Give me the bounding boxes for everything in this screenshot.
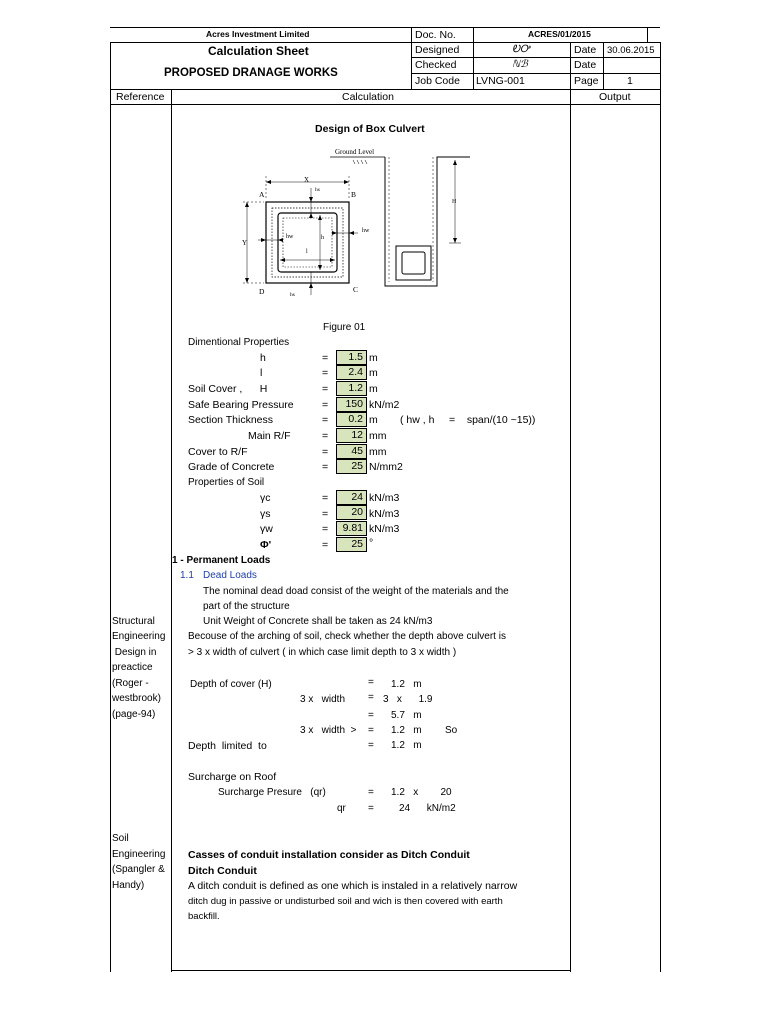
prop-h-value[interactable]: 1.5 — [336, 350, 367, 365]
column-output: Output — [599, 91, 631, 103]
reference-line: (page-94) — [112, 709, 156, 720]
qr-eq: = — [368, 803, 374, 814]
prop-thickness-label: Section Thickness — [188, 414, 274, 426]
qr-value: 24 kN/m2 — [399, 803, 456, 814]
soil-gamma-w-label: γw — [260, 523, 273, 535]
prop-soil-cover-label: Soil Cover , H — [188, 383, 268, 395]
surcharge-value: 1.2 x 20 — [391, 787, 452, 798]
soil-gamma-c-value[interactable]: 24 — [336, 490, 367, 505]
soil-phi-eq: = — [322, 539, 329, 551]
prop-cover-unit: mm — [369, 446, 387, 458]
job-code-label: Job Code — [415, 75, 460, 87]
dead-loads-title: Dead Loads — [203, 570, 257, 581]
box-culvert-diagram — [0, 140, 768, 460]
section-thickness-note: ( hw , h = span/(10 ~15)) — [400, 414, 536, 426]
soil-gamma-w-eq: = — [322, 523, 329, 535]
ditch-text-1: A ditch conduit is defined as one which is instaled in a relatively narrow — [188, 880, 518, 892]
soil-gamma-s-eq: = — [322, 508, 329, 520]
reference-line: westbrook) — [112, 693, 161, 704]
dim-H-label: H — [452, 199, 457, 205]
surcharge-eq: = — [368, 787, 374, 798]
soil-gamma-c-label: γc — [260, 492, 271, 504]
dimentional-properties-heading: Dimentional Properties — [188, 337, 290, 348]
prop-cover-value[interactable]: 45 — [336, 444, 367, 459]
prop-l-unit: m — [369, 367, 378, 379]
reference-line: Soil — [112, 833, 129, 844]
page-number: 1 — [627, 75, 633, 87]
compare-eq: = — [368, 725, 374, 736]
dim-y-label: Y — [242, 239, 248, 247]
reference-line: Handy) — [112, 880, 145, 891]
ditch-heading: Casses of conduit installation consider as Ditch Conduit — [188, 849, 470, 861]
doc-no-value: ACRES/01/2015 — [528, 29, 591, 39]
company-name: Acres Investment Limited — [206, 29, 310, 39]
prop-l-value[interactable]: 2.4 — [336, 365, 367, 380]
dim-h-inner-label: h — [321, 235, 324, 241]
designed-initials: ᎧᎤ — [512, 44, 530, 55]
prop-h-eq: = — [322, 352, 329, 364]
depth-limited-value: 1.2 m — [391, 740, 422, 751]
reference-line: (Spangler & — [112, 864, 165, 875]
dim-x-label: X — [304, 176, 310, 184]
depth-cover-eq: = — [368, 677, 374, 688]
surcharge-heading: Surcharge on Roof — [188, 771, 277, 783]
qr-label: qr — [337, 803, 346, 814]
prop-thickness-eq: = — [322, 414, 329, 426]
ditch-subheading: Ditch Conduit — [188, 865, 257, 877]
prop-soil-cover-eq: = — [322, 383, 329, 395]
project-title: PROPOSED DRANAGE WORKS — [164, 67, 338, 79]
prop-h-label: h — [260, 352, 266, 364]
soil-gamma-w-unit: kN/m3 — [369, 523, 400, 535]
dim-hw-left-label: hw — [286, 234, 294, 240]
width-label: 3 x width — [300, 694, 346, 705]
soil-phi-unit: ° — [369, 537, 374, 549]
prop-l-eq: = — [322, 367, 329, 379]
soil-gamma-s-value[interactable]: 20 — [336, 505, 367, 520]
dim-hs-top-label: hs — [315, 187, 320, 193]
checked-initials: ℕℬ — [512, 59, 528, 70]
date-label-2: Date — [574, 59, 597, 71]
permanent-loads-heading: 1 - Permanent Loads — [172, 555, 271, 566]
reference-line: Structural — [112, 616, 155, 627]
prop-main-rf-unit: mm — [369, 430, 387, 442]
depth-limited-label: Depth limited to — [188, 740, 267, 752]
prop-bearing-value[interactable]: 150 — [336, 397, 367, 412]
soil-gamma-w-value[interactable]: 9.81 — [336, 521, 367, 536]
soil-properties-heading: Properties of Soil — [188, 477, 265, 488]
dead-load-text-3: Unit Weight of Concrete shall be taken as 24 kN/m3 — [203, 616, 433, 627]
date-value-1: 30.06.2015 — [607, 45, 655, 56]
dim-hs-bottom-label: hs — [290, 292, 295, 298]
checked-label: Checked — [415, 59, 457, 71]
prop-l-label: l — [260, 367, 263, 379]
dead-load-text-2: part of the structure — [203, 601, 290, 612]
dim-l-label: l — [306, 249, 308, 255]
prop-main-rf-value[interactable]: 12 — [336, 428, 367, 443]
designed-label: Designed — [415, 44, 460, 56]
reference-line: (Roger - — [112, 678, 149, 689]
corner-d-label: D — [259, 287, 265, 296]
reference-line: Engineering — [112, 631, 166, 642]
depth-cover-value: 1.2 m — [391, 679, 422, 690]
reference-line: Engineering — [112, 849, 166, 860]
surcharge-label: Surcharge Presure (qr) — [218, 787, 326, 798]
prop-bearing-eq: = — [322, 399, 329, 411]
page-label: Page — [574, 75, 599, 87]
width-result: 5.7 m — [391, 710, 422, 721]
prop-main-rf-label: Main R/F — [248, 430, 291, 442]
doc-no-label: Doc. No. — [415, 29, 456, 41]
prop-bearing-label: Safe Bearing Pressure — [188, 399, 294, 411]
corner-b-label: B — [351, 190, 357, 199]
prop-thickness-unit: m — [369, 414, 378, 426]
reference-line: Design in — [112, 647, 157, 658]
soil-gamma-s-unit: kN/m3 — [369, 508, 400, 520]
dead-load-text-5: > 3 x width of culvert ( in which case limit depth to 3 x width ) — [188, 647, 457, 658]
compare-label: 3 x width > — [300, 725, 357, 736]
date-label-1: Date — [574, 44, 597, 56]
width-eq: = — [368, 692, 374, 703]
soil-phi-value[interactable]: 25 — [336, 537, 367, 552]
prop-cover-label: Cover to R/F — [188, 446, 248, 458]
depth-cover-label: Depth of cover (H) — [190, 679, 272, 690]
dead-load-text-4: Becouse of the arching of soil, check whether the depth above culvert is — [188, 631, 506, 642]
prop-cover-eq: = — [322, 446, 329, 458]
soil-gamma-c-unit: kN/m3 — [369, 492, 400, 504]
figure-title: Design of Box Culvert — [315, 123, 425, 135]
prop-soil-cover-value[interactable]: 1.2 — [336, 381, 367, 396]
dead-loads-number: 1.1 — [180, 570, 194, 581]
job-code-value: LVNG-001 — [476, 75, 525, 87]
prop-thickness-value[interactable]: 0.2 — [336, 412, 367, 427]
compare-so: So — [445, 725, 458, 736]
prop-bearing-unit: kN/m2 — [369, 399, 400, 411]
prop-grade-unit: N/mm2 — [369, 461, 403, 473]
column-calculation: Calculation — [342, 91, 394, 103]
sheet-title: Calculation Sheet — [208, 44, 309, 58]
prop-main-rf-eq: = — [322, 430, 329, 442]
prop-grade-label: Grade of Concrete — [188, 461, 275, 473]
prop-grade-eq: = — [322, 461, 329, 473]
ditch-text-3: backfill. — [188, 911, 220, 922]
column-reference: Reference — [116, 91, 165, 103]
soil-gamma-c-eq: = — [322, 492, 329, 504]
compare-value: 1.2 m — [391, 725, 422, 736]
width-eq-2: = — [368, 710, 374, 721]
dead-load-text-1: The nominal dead doad consist of the weight of the materials and the — [203, 586, 509, 597]
prop-grade-value[interactable]: 25 — [336, 459, 367, 474]
ditch-text-2: ditch dug in passive or undisturbed soil and wich is then covered with earth — [188, 896, 503, 907]
depth-limited-eq: = — [368, 740, 374, 751]
soil-phi-label: Φ' — [260, 539, 272, 551]
prop-h-unit: m — [369, 352, 378, 364]
ground-level-label: Ground Level — [335, 148, 375, 156]
corner-a-label: A — [259, 190, 265, 199]
dim-hw-right-label: hw — [362, 228, 370, 234]
figure-caption: Figure 01 — [323, 322, 366, 333]
prop-soil-cover-unit: m — [369, 383, 378, 395]
soil-gamma-s-label: γs — [260, 508, 271, 520]
width-value: 3 x 1.9 — [383, 694, 433, 705]
reference-line: preactice — [112, 662, 153, 673]
corner-c-label: C — [353, 285, 359, 294]
